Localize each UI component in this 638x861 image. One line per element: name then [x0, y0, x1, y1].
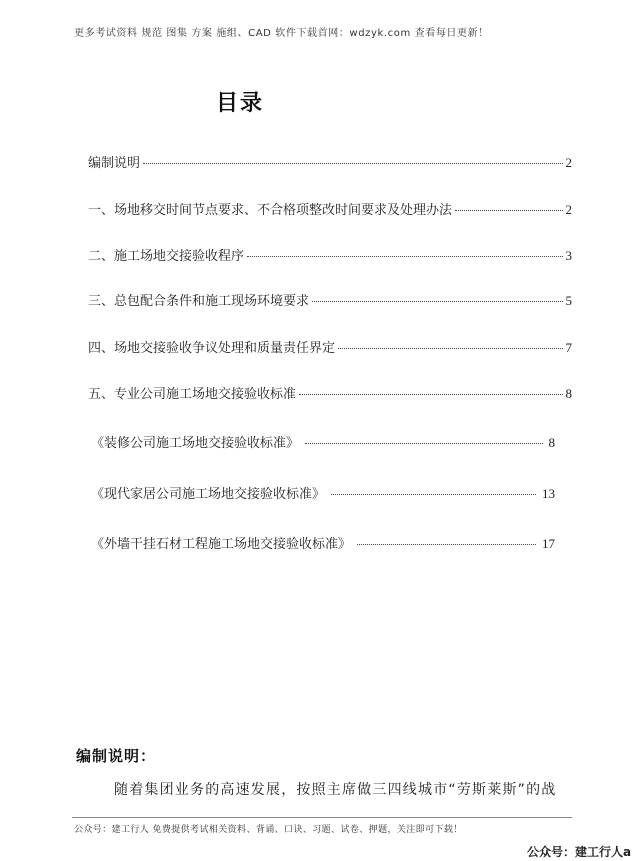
toc-sub-entry[interactable]	[91, 432, 555, 451]
toc-entry-text: 一、场地移交时间节点要求、不合格项整改时间要求及处理办法	[88, 203, 453, 218]
dot-leader	[331, 494, 536, 495]
toc-entry-text: 三、总包配合条件和施工现场环境要求	[88, 294, 310, 309]
dot-leader	[247, 256, 562, 257]
toc-entry[interactable]	[88, 199, 572, 218]
dot-leader	[338, 348, 562, 349]
toc-sub-entry-text: 《现代家居公司施工场地交接验收标准》	[91, 487, 326, 502]
toc-entry[interactable]	[88, 290, 572, 309]
toc-entry-page: 3	[565, 248, 572, 263]
toc-entry[interactable]	[88, 152, 572, 171]
toc-sub-entry[interactable]	[91, 533, 555, 552]
toc-sub-entry-page: 13	[542, 486, 555, 501]
section-heading: 编制说明：	[76, 747, 157, 765]
toc-sub-entry-text: 《外墙干挂石材工程施工场地交接验收标准》	[91, 537, 352, 552]
dot-leader	[312, 301, 562, 302]
toc-sub-entry[interactable]	[91, 483, 555, 502]
toc-entry[interactable]	[88, 337, 572, 356]
toc-entry[interactable]	[88, 383, 572, 402]
toc-entry[interactable]	[88, 245, 572, 264]
dot-leader	[357, 544, 536, 545]
toc-entry-text: 四、场地交接验收争议处理和质量责任界定	[88, 341, 336, 356]
body-paragraph: 随着集团业务的高速发展，按照主席做三四线城市“劳斯莱斯”的战	[114, 782, 557, 798]
footer-divider	[72, 817, 572, 818]
toc-entry-page: 8	[565, 386, 572, 401]
toc-entry-text: 二、施工场地交接验收程序	[88, 249, 245, 264]
toc-entry-page: 2	[565, 202, 572, 217]
toc-title: 目录	[215, 91, 264, 116]
footer-note: 公众号：建工行人 免费提供考试相关资料、背诵、口诀、习题、试卷、押题，关注即可下载！	[74, 825, 463, 835]
toc-sub-entry-page: 8	[548, 435, 555, 450]
toc-entry-page: 5	[565, 293, 572, 308]
dot-leader	[455, 210, 562, 211]
toc-entry-text: 五、专业公司施工场地交接验收标准	[88, 387, 297, 402]
watermark-text: 公众号：建工行人a	[527, 845, 632, 859]
dot-leader	[299, 394, 562, 395]
dot-leader	[143, 163, 562, 164]
toc-entry-text: 编制说明	[88, 156, 141, 171]
toc-sub-entry-page: 17	[542, 536, 555, 551]
header-note: 更多考试资料 规范 图集 方案 施组、CAD 软件下载首网：wdzyk.com 查看每日更新！	[74, 28, 489, 39]
toc-entry-page: 7	[565, 340, 572, 355]
dot-leader	[305, 443, 542, 444]
toc-entry-page: 2	[565, 155, 572, 170]
toc-sub-entry-text: 《装修公司施工场地交接验收标准》	[91, 436, 300, 451]
